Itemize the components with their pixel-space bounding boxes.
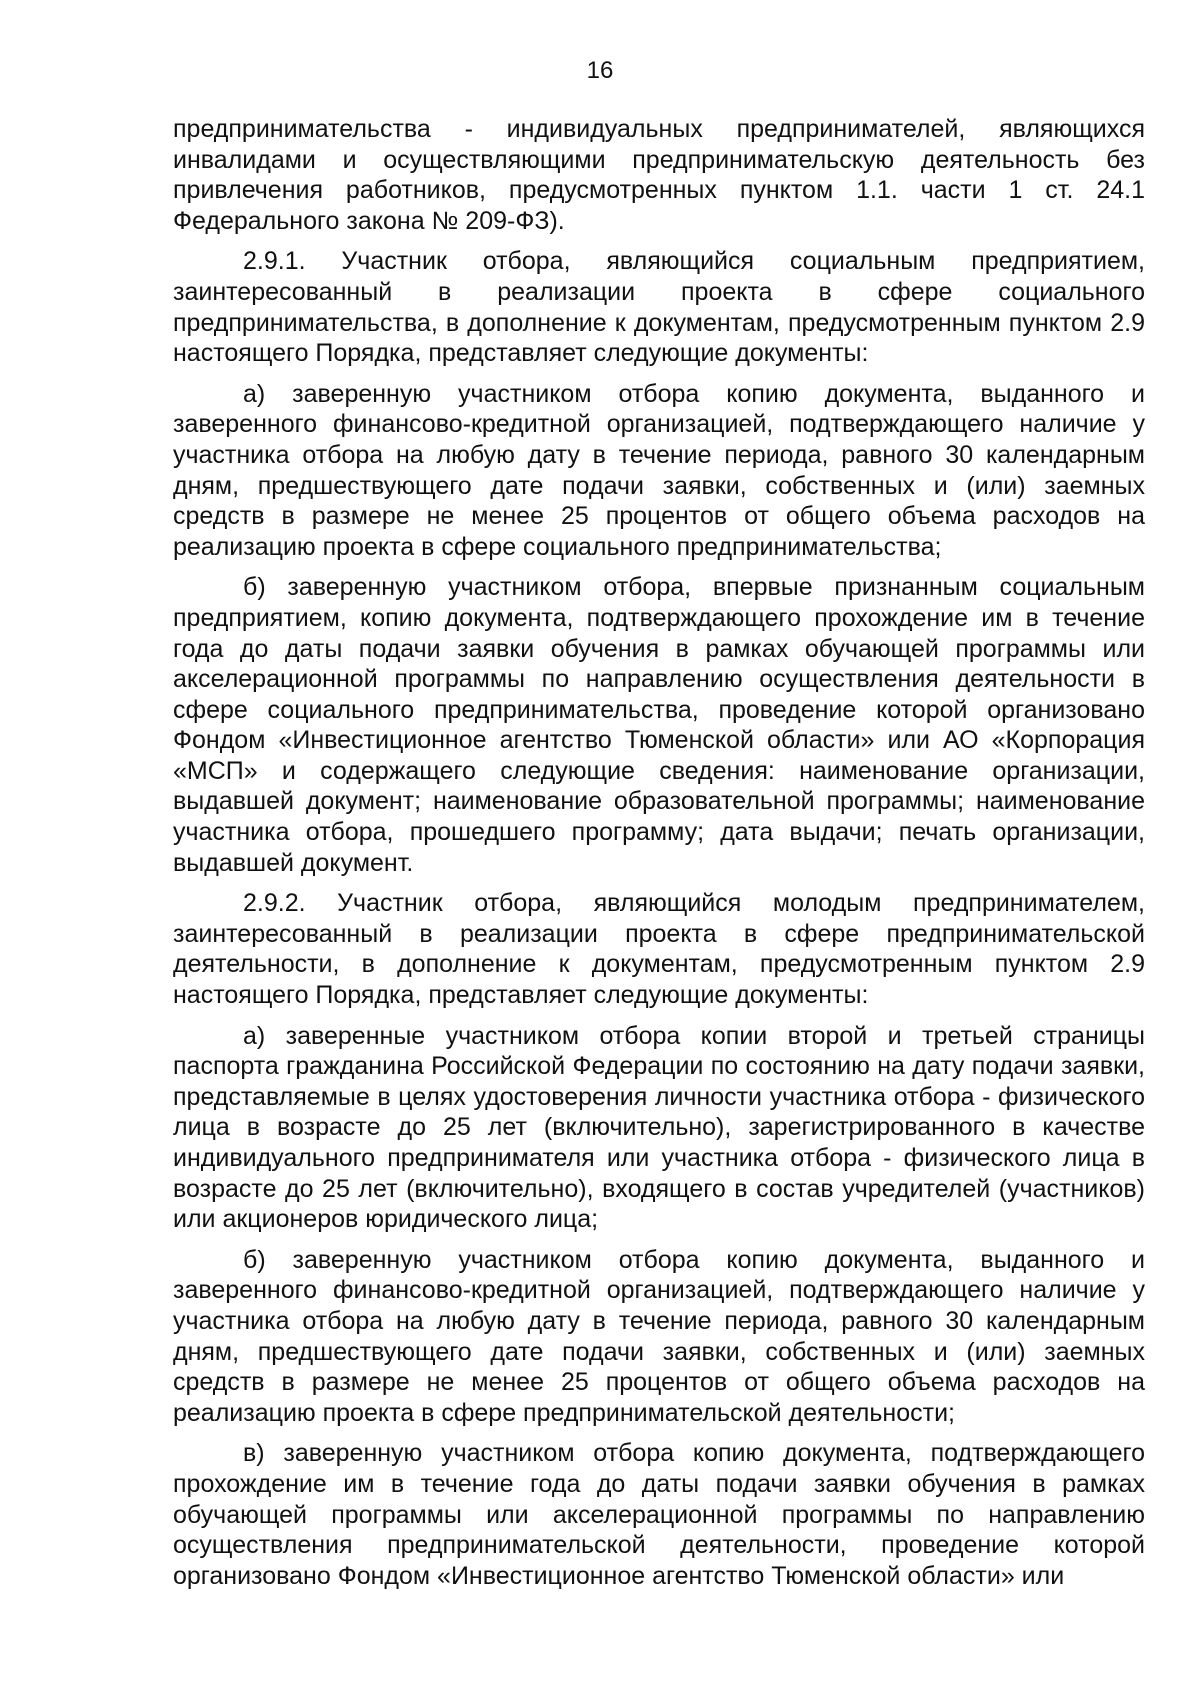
paragraph-2-9-2-v: в) заверенную участником отбора копию документа, подтверждающего прохождение им в течение года до даты подачи заявки обучения в рамках обучающей программы или акселерационной программы по направлению осуществления предпринимательской деятельности, проведение которой организовано Фондом «Инвестиционное агентство Тюменской области» или xyxy=(173,1439,1145,1590)
page-number: 16 xyxy=(586,57,614,84)
paragraph-2-9-2-a: а) заверенные участником отбора копии второй и третьей страницы паспорта гражданина Российской Федерации по состоянию на дату подачи заявки, представляемые в целях удостоверения личности участника отбора - физического лица в возрасте до 25 лет (включительно), зарегистрированного в качестве индивидуального предпринимателя или участника отбора - физического лица в возрасте до 25 лет (включительно), входящего в состав учредителей (участников) или акционеров юридического лица; xyxy=(173,1021,1145,1234)
paragraph-2-9-2: 2.9.2. Участник отбора, являющийся молодым предпринимателем, заинтересованный в реализации проекта в сфере предпринимательской деятельности, в дополнение к документам, предусмотренным пунктом 2.9 настоящего Порядка, представляет следующие документы: xyxy=(173,889,1145,1010)
paragraph-2-9-1-a: а) заверенную участником отбора копию документа, выданного и заверенного финансово-кредитной организацией, подтверждающего наличие у участника отбора на любую дату в течение периода, равного 30 календарным дням, предшествующего дате подачи заявки, собственных и (или) заемных средств в размере не менее 25 процентов от общего объема расходов на реализацию проекта в сфере социального предпринимательства; xyxy=(173,379,1145,561)
paragraph-continuation: предпринимательства - индивидуальных предпринимателей, являющихся инвалидами и осуществляющими предпринимательскую деятельность без привлечения работников, предусмотренных пунктом 1.1. части 1 ст. 24.1 Федерального закона № 209-ФЗ). xyxy=(173,115,1145,235)
paragraph-2-9-1: 2.9.1. Участник отбора, являющийся социальным предприятием, заинтересованный в реализации проекта в сфере социального предпринимательства, в дополнение к документам, предусмотренным пунктом 2.9 настоящего Порядка, представляет следующие документы: xyxy=(173,247,1145,368)
paragraph-2-9-2-b: б) заверенную участником отбора копию документа, выданного и заверенного финансово-кредитной организацией, подтверждающего наличие у участника отбора на любую дату в течение периода, равного 30 календарным дням, предшествующего дате подачи заявки, собственных и (или) заемных средств в размере не менее 25 процентов от общего объема расходов на реализацию проекта в сфере предпринимательской деятельности; xyxy=(173,1245,1145,1427)
document-body xyxy=(173,114,1145,1601)
paragraph-2-9-1-b: б) заверенную участником отбора, впервые признанным социальным предприятием, копию документа, подтверждающего прохождение им в течение года до даты подачи заявки обучения в рамках обучающей программы или акселерационной программы по направлению осуществления деятельности в сфере социального предпринимательства, проведение которой организовано Фондом «Инвестиционное агентство Тюменской области» или АО «Корпорация «МСП» и содержащего следующие сведения: наименование организации, выдавшей документ; наименование образовательной программы; наименование участника отбора, прошедшего программу; дата выдачи; печать организации, выдавшей документ. xyxy=(173,573,1145,877)
